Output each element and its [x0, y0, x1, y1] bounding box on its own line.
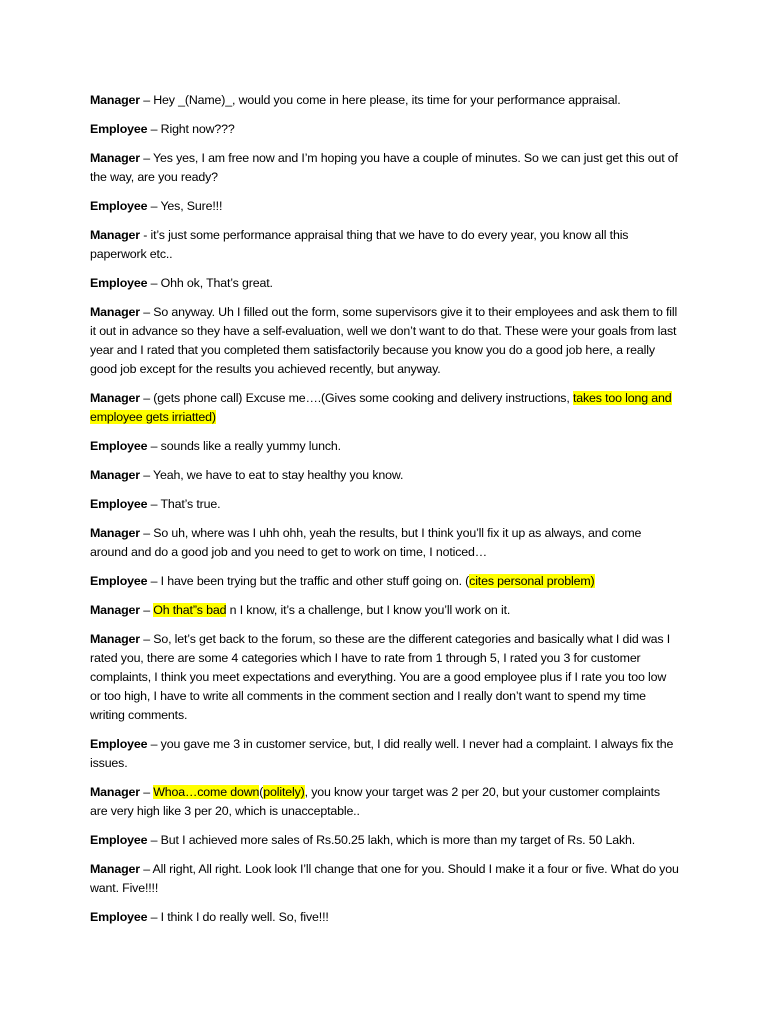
speaker-name: Manager — [90, 151, 140, 165]
highlighted-text: politely) — [263, 785, 305, 799]
highlighted-text: Whoa…come down — [153, 785, 260, 799]
dialogue-line — [90, 303, 680, 379]
speaker-name: Manager — [90, 603, 140, 617]
dialogue-line — [90, 601, 680, 620]
line-text: – — [139, 785, 154, 799]
line-text: – Ohh ok, That’s great. — [147, 276, 273, 290]
line-text: – So, let’s get back to the forum, so these are the different categories and basically what I did was I rated you, there are some 4 categories which I have to rate from 1 through 5, I rated you 3 for customer complaints, I think you meet expectations and everything. You are a good employee plus if I rate you too low or too high, I have to write all comments in the comment section and I really don’t want to spend my time writing comments. — [90, 632, 671, 722]
line-text: – I think I do really well. So, five!!! — [147, 910, 329, 924]
speaker-name: Manager — [90, 785, 140, 799]
line-text: – (gets phone call) Excuse me….(Gives some cooking and delivery instructions, — [139, 391, 573, 405]
dialogue-line — [90, 572, 680, 591]
highlighted-text: cites personal problem) — [469, 574, 595, 588]
dialogue-line — [90, 495, 680, 514]
dialogue-line — [90, 437, 680, 456]
dialogue-line — [90, 630, 680, 725]
line-text: – sounds like a really yummy lunch. — [147, 439, 341, 453]
dialogue-line — [90, 389, 680, 427]
line-text: – Yes yes, I am free now and I’m hoping you have a couple of minutes. So we can just get this out of the way, are you ready? — [90, 151, 678, 184]
line-text: – But I achieved more sales of Rs.50.25 lakh, which is more than my target of Rs. 50 Lakh. — [147, 833, 636, 847]
speaker-name: Employee — [90, 833, 148, 847]
speaker-name: Employee — [90, 276, 148, 290]
speaker-name: Manager — [90, 228, 140, 242]
dialogue-line — [90, 466, 680, 485]
speaker-name: Manager — [90, 93, 140, 107]
line-text: – So anyway. Uh I filled out the form, some supervisors give it to their employees and ask them to fill it out in advance so they have a self-evaluation, well we don’t want to do that. These were your goals from last year and I rated that you completed them satisfactorily because you know you do a good job here, a really good job except for the results you achieved recently, but anyway. — [90, 305, 678, 376]
line-text: – Right now??? — [147, 122, 235, 136]
dialogue-line — [90, 274, 680, 293]
line-text: – Yes, Sure!!! — [147, 199, 223, 213]
line-text: - it’s just some performance appraisal thing that we have to do every year, you know all this paperwork etc.. — [90, 228, 629, 261]
speaker-name: Employee — [90, 439, 148, 453]
dialogue-line — [90, 197, 680, 216]
line-text: – That’s true. — [147, 497, 221, 511]
dialogue-line — [90, 831, 680, 850]
dialogue-line — [90, 524, 680, 562]
line-text: – Hey _(Name)_, would you come in here please, its time for your performance appraisal. — [139, 93, 621, 107]
line-text: , you know your target was 2 per 20, but your customer complaints are very high like 3 per 20, which is unacceptable.. — [90, 785, 660, 818]
line-text: – All right, All right. Look look I’ll change that one for you. Should I make it a four or five. What do you want. Five!!!! — [90, 862, 679, 895]
dialogue-line — [90, 860, 680, 898]
speaker-name: Employee — [90, 199, 148, 213]
dialogue-line — [90, 91, 680, 110]
highlighted-text: Oh that”s bad — [153, 603, 227, 617]
speaker-name: Manager — [90, 305, 140, 319]
speaker-name: Employee — [90, 910, 148, 924]
line-text: – I have been trying but the traffic and other stuff going on. ( — [147, 574, 470, 588]
dialogue-line — [90, 226, 680, 264]
line-text: – So uh, where was I uhh ohh, yeah the results, but I think you’ll fix it up as always, and come around and do a good job and you need to get to work on time, I noticed… — [90, 526, 642, 559]
speaker-name: Manager — [90, 468, 140, 482]
speaker-name: Employee — [90, 574, 148, 588]
line-text: n I know, it’s a challenge, but I know you’ll work on it. — [226, 603, 511, 617]
speaker-name: Manager — [90, 526, 140, 540]
dialogue-line — [90, 120, 680, 139]
dialogue-line — [90, 149, 680, 187]
speaker-name: Employee — [90, 122, 148, 136]
line-text: – you gave me 3 in customer service, but, I did really well. I never had a complaint. I always fix the issues. — [90, 737, 674, 770]
line-text: ( — [259, 785, 264, 799]
dialogue-line — [90, 908, 680, 927]
speaker-name: Manager — [90, 391, 140, 405]
line-text: – — [139, 603, 154, 617]
dialogue-line — [90, 735, 680, 773]
speaker-name: Manager — [90, 632, 140, 646]
dialogue-line — [90, 783, 680, 821]
speaker-name: Employee — [90, 737, 148, 751]
highlighted-text: takes too long and employee gets irriatted) — [90, 391, 672, 424]
line-text: – Yeah, we have to eat to stay healthy you know. — [139, 468, 404, 482]
speaker-name: Employee — [90, 497, 148, 511]
document-page — [90, 91, 680, 937]
speaker-name: Manager — [90, 862, 140, 876]
dialogue — [90, 91, 680, 927]
